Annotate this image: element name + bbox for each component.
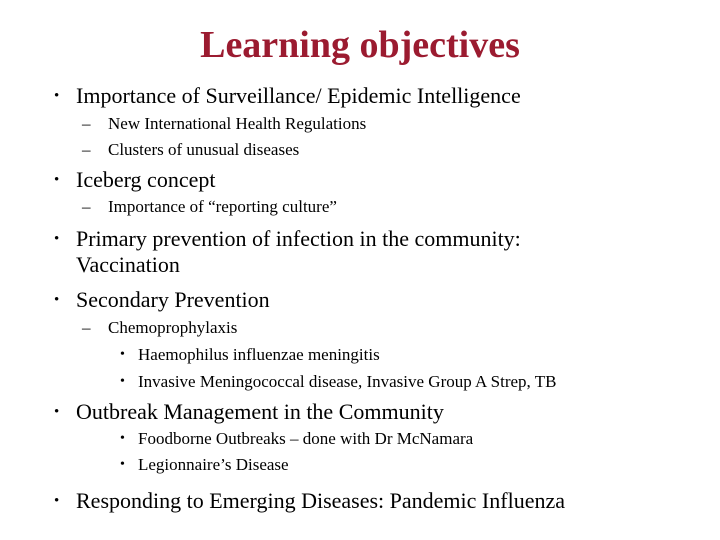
dash-icon: – xyxy=(82,197,91,216)
sub-sub-bullet-item xyxy=(120,345,380,365)
slide-title: Learning objectives xyxy=(200,24,520,66)
sub-bullet-item xyxy=(82,318,238,338)
bullet-icon: • xyxy=(54,88,60,104)
sub-sub-bullet-item xyxy=(120,429,474,449)
sub-bullet-text: Clusters of unusual diseases xyxy=(108,140,300,159)
bullet-text: Importance of Surveillance/ Epidemic Intelligence xyxy=(76,83,521,108)
bullet-icon: • xyxy=(54,493,60,509)
sub-bullet-text: Chemoprophylaxis xyxy=(108,318,238,337)
bullet-icon: • xyxy=(120,457,125,472)
bullet-text: Primary prevention of infection in the community: xyxy=(76,226,521,251)
bullet-icon: • xyxy=(54,404,60,420)
bullet-icon: • xyxy=(54,172,60,188)
bullet-text: Vaccination xyxy=(76,252,180,277)
sub-bullet-item xyxy=(82,197,337,217)
sub-bullet-text: Importance of “reporting culture” xyxy=(108,197,337,216)
bullet-continuation xyxy=(76,252,180,278)
bullet-icon: • xyxy=(54,231,60,247)
bullet-icon: • xyxy=(120,347,125,362)
dash-icon: – xyxy=(82,114,91,133)
sub-sub-bullet-text: Invasive Meningococcal disease, Invasive Group A Strep, TB xyxy=(138,372,557,391)
bullet-text: Outbreak Management in the Community xyxy=(76,399,444,424)
bullet-item xyxy=(54,167,216,193)
bullet-item xyxy=(54,83,521,109)
bullet-item xyxy=(54,226,521,252)
bullet-text: Iceberg concept xyxy=(76,167,216,192)
sub-bullet-item xyxy=(82,114,367,134)
sub-sub-bullet-item xyxy=(120,372,557,392)
bullet-item xyxy=(54,399,444,425)
bullet-icon: • xyxy=(120,374,125,389)
bullet-item xyxy=(54,488,565,514)
sub-sub-bullet-text: Foodborne Outbreaks – done with Dr McNamara xyxy=(138,429,474,448)
sub-sub-bullet-text: Legionnaire’s Disease xyxy=(138,455,289,474)
bullet-icon: • xyxy=(120,431,125,446)
sub-bullet-item xyxy=(82,140,300,160)
sub-sub-bullet-text: Haemophilus influenzae meningitis xyxy=(138,345,380,364)
bullet-text: Responding to Emerging Diseases: Pandemic Influenza xyxy=(76,488,565,513)
sub-bullet-text: New International Health Regulations xyxy=(108,114,367,133)
bullet-text: Secondary Prevention xyxy=(76,287,270,312)
sub-sub-bullet-item xyxy=(120,455,289,475)
bullet-icon: • xyxy=(54,292,60,308)
bullet-item xyxy=(54,287,270,313)
dash-icon: – xyxy=(82,318,91,337)
dash-icon: – xyxy=(82,140,91,159)
